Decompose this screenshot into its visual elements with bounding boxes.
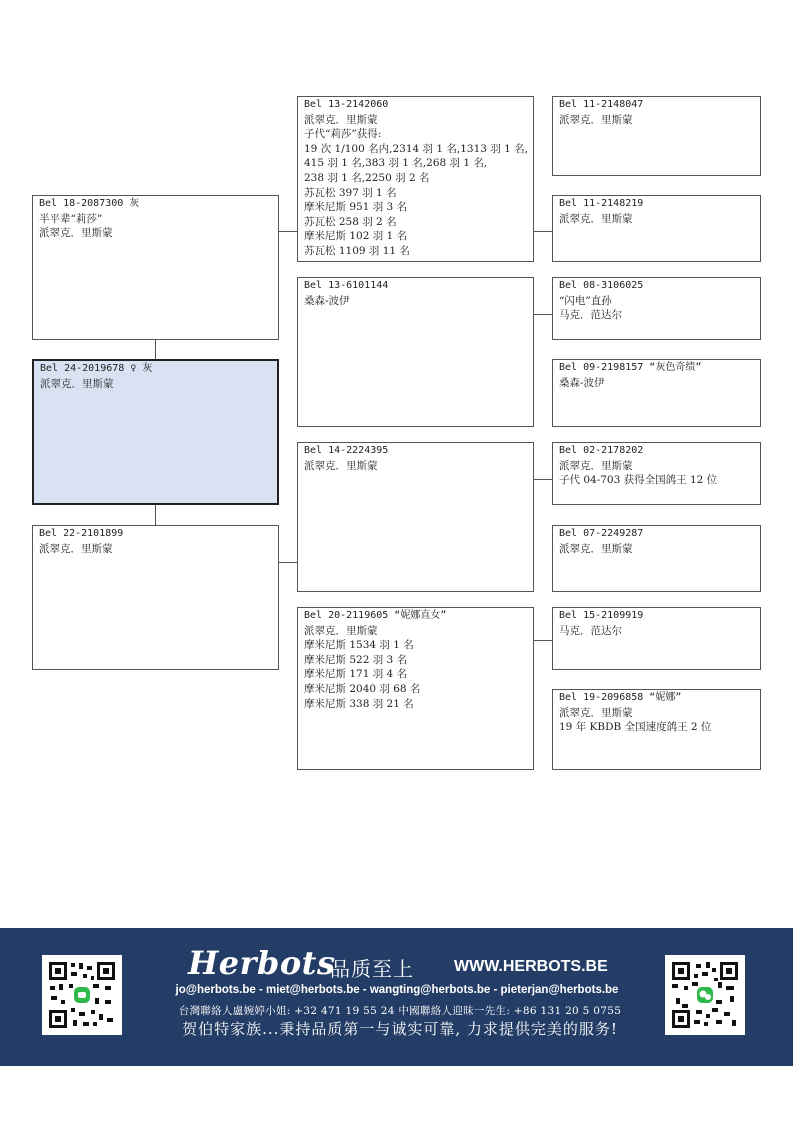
ggp2-lines (559, 197, 754, 226)
ring-number: Bel 14-2224395 (304, 445, 389, 456)
info-line: 派翠克．里斯蒙 (559, 706, 633, 719)
ggp2-box (552, 195, 761, 262)
info-line: 摩米尼斯 338 羽 21 名 (304, 697, 414, 710)
qr-code-icon (670, 960, 740, 1030)
ring-number: Bel 09-2198157 “灰色奇绩” (559, 362, 702, 373)
brand-header (188, 942, 608, 982)
info-line: 苏瓦松 258 羽 2 名 (304, 215, 397, 228)
info-line: 派翠克．里斯蒙 (559, 212, 633, 225)
ggp7-lines (559, 609, 754, 638)
info-line: 19 次 1/100 名内,2314 羽 1 名,1313 羽 1 名, (304, 142, 528, 155)
email-contacts[interactable]: jo@herbots.be - miet@herbots.be - wangting@herbots.be - pieterjan@herbots.be (175, 984, 619, 996)
ring-number: Bel 08-3106025 (559, 280, 644, 291)
info-line: 桑森-波伊 (559, 376, 605, 389)
info-line: 派翠克．里斯蒙 (40, 377, 114, 390)
info-line: “闪电”直孙 (559, 294, 612, 307)
info-line: 摩米尼斯 951 羽 3 名 (304, 201, 408, 214)
info-line: 摩米尼斯 1534 羽 1 名 (304, 639, 414, 652)
qr-code-icon (47, 960, 117, 1030)
info-line: 派翠克．里斯蒙 (39, 542, 113, 555)
info-line: 子代 04-703 获得全国鸽王 12 位 (559, 474, 718, 487)
wechat-qr-code[interactable] (665, 955, 745, 1035)
ggp3-box (552, 277, 761, 340)
sire-dam-box (297, 277, 534, 427)
connector-sd-ggp (534, 314, 552, 315)
connector-dd-ggp (534, 640, 552, 641)
info-line: 苏瓦松 1109 羽 11 名 (304, 244, 410, 257)
sire-dam-lines (304, 279, 527, 308)
info-line: 415 羽 1 名,383 羽 1 名,268 羽 1 名, (304, 157, 488, 170)
info-line: 马克．范达尔 (559, 624, 622, 637)
phone-contacts: 台灣聯絡人盧婉婷小姐: +32 471 19 55 24 中國聯絡人迎昧一先生: +86 131 20 5 0755 (178, 1005, 622, 1017)
ggp5-box (552, 442, 761, 505)
info-line: 摩米尼斯 2040 羽 68 名 (304, 682, 421, 695)
sire-box (32, 195, 279, 340)
ring-number: Bel 18-2087300 灰 (39, 198, 140, 209)
sire-sire-box (297, 96, 534, 262)
dam-sire-box (297, 442, 534, 592)
ggp5-lines (559, 444, 754, 488)
ring-number: Bel 11-2148219 (559, 198, 644, 209)
info-line: 派翠克．里斯蒙 (559, 459, 633, 472)
ring-number: Bel 13-6101144 (304, 280, 389, 291)
ring-number: Bel 20-2119605 “妮娜直女” (304, 610, 447, 621)
ggp6-box (552, 525, 761, 592)
info-line: 摩米尼斯 522 羽 3 名 (304, 653, 408, 666)
ring-number: Bel 11-2148047 (559, 99, 644, 110)
subject-lines (40, 362, 271, 391)
info-line: 派翠克．里斯蒙 (304, 459, 378, 472)
ring-number: Bel 22-2101899 (39, 528, 124, 539)
ggp1-lines (559, 98, 754, 127)
ggp8-box (552, 689, 761, 770)
info-line: 马克．范达尔 (559, 309, 622, 322)
connector-ds-ggp (534, 479, 552, 480)
dam-dam-lines (304, 609, 527, 711)
info-line: 派翠克．里斯蒙 (39, 227, 113, 240)
ggp1-box (552, 96, 761, 176)
connector-subject-dam (155, 505, 156, 525)
ring-number: Bel 19-2096858 “妮娜” (559, 692, 682, 703)
info-line: 子代“莉莎”获得: (304, 128, 382, 141)
info-line: 桑森-波伊 (304, 294, 350, 307)
info-line: 238 羽 1 名,2250 羽 2 名 (304, 171, 430, 184)
dam-lines (39, 527, 272, 556)
ring-number: Bel 13-2142060 (304, 99, 389, 110)
subject-box (32, 359, 279, 505)
info-line: 摩米尼斯 102 羽 1 名 (304, 230, 408, 243)
ggp6-lines (559, 527, 754, 556)
line-qr-code[interactable] (42, 955, 122, 1035)
footer-banner (0, 928, 793, 1066)
connector-sire-subject (155, 340, 156, 359)
connector-sire-to-parents (279, 231, 297, 232)
sire-lines (39, 197, 272, 241)
connector-ss-ggp (534, 231, 552, 232)
ring-number: Bel 24-2019678 ♀ 灰 (40, 363, 153, 374)
sire-sire-lines (304, 98, 527, 259)
ring-number: Bel 15-2109919 (559, 610, 644, 621)
motto: 贺伯特家族...秉持品质第一与诚实可靠, 力求提供完美的服务! (182, 1020, 618, 1038)
website-link[interactable]: WWW.HERBOTS.BE (454, 958, 608, 975)
ggp4-lines (559, 361, 754, 390)
info-line: 19 年 KBDB 全国速度鸽王 2 位 (559, 721, 712, 734)
info-line: 派翠克．里斯蒙 (559, 113, 633, 126)
brand-slogan: 品质至上 (330, 957, 414, 981)
ggp8-lines (559, 691, 754, 735)
info-line: 派翠克．里斯蒙 (304, 113, 378, 126)
ggp4-box (552, 359, 761, 427)
info-line: 派翠克．里斯蒙 (559, 542, 633, 555)
info-line: 半平辈“莉莎” (39, 212, 103, 225)
ggp3-lines (559, 279, 754, 323)
info-line: 苏瓦松 397 羽 1 名 (304, 186, 397, 199)
dam-sire-lines (304, 444, 527, 473)
dam-box (32, 525, 279, 670)
ring-number: Bel 02-2178202 (559, 445, 644, 456)
info-line: 摩米尼斯 171 羽 4 名 (304, 668, 408, 681)
info-line: 派翠克．里斯蒙 (304, 624, 378, 637)
dam-dam-box (297, 607, 534, 770)
ggp7-box (552, 607, 761, 670)
connector-dam-to-parents (279, 562, 297, 563)
herbots-logo: Herbots (188, 944, 336, 982)
ring-number: Bel 07-2249287 (559, 528, 644, 539)
